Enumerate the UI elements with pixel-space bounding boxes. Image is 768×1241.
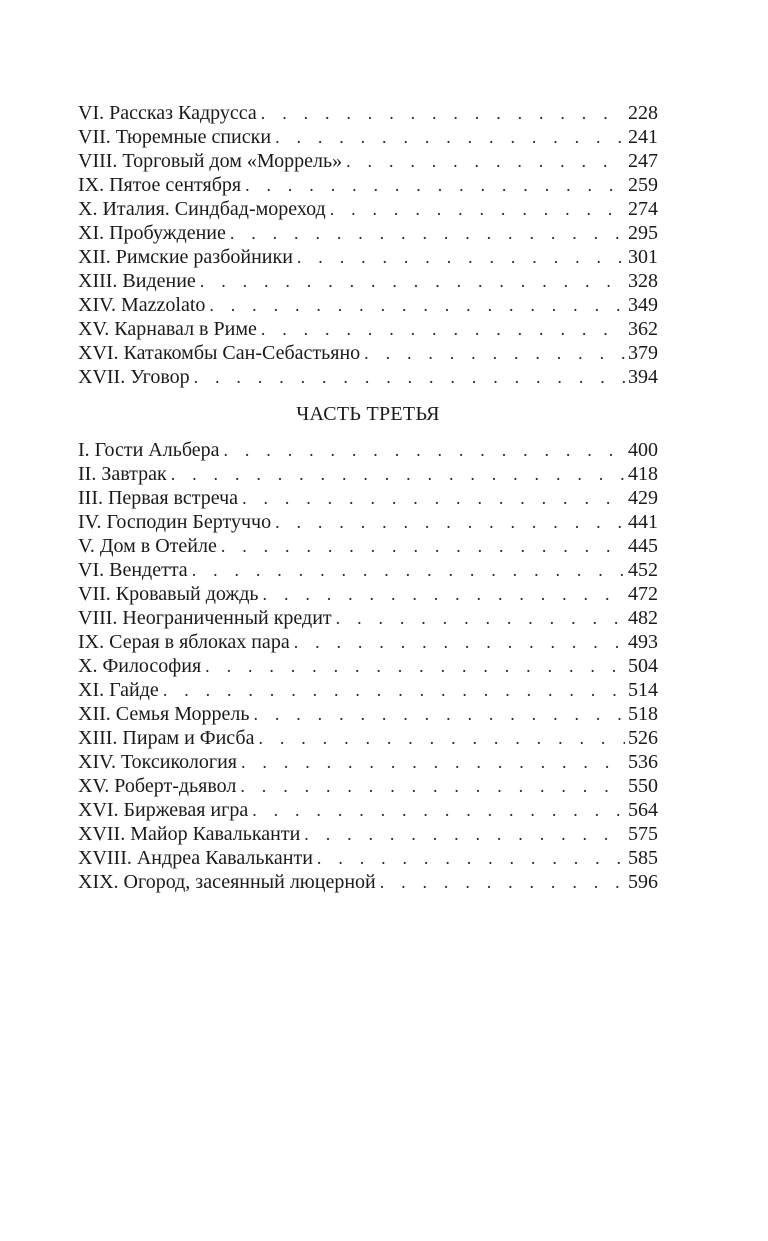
page-number: 301 xyxy=(628,246,658,268)
dot-leader xyxy=(330,197,625,221)
dot-leader xyxy=(263,582,625,606)
page-number: 362 xyxy=(628,318,658,340)
page-number: 472 xyxy=(628,583,658,605)
toc-entry xyxy=(78,726,658,750)
page-number: 328 xyxy=(628,270,658,292)
page-number: 575 xyxy=(628,823,658,845)
dot-leader xyxy=(252,798,625,822)
dot-leader xyxy=(261,101,625,125)
dot-leader xyxy=(209,293,625,317)
dot-leader xyxy=(221,534,625,558)
toc-entry xyxy=(78,101,658,125)
page-number: 518 xyxy=(628,703,658,725)
dot-leader xyxy=(253,702,625,726)
chapter-title: XI. Гайде xyxy=(78,679,159,701)
dot-leader xyxy=(294,630,625,654)
dot-leader xyxy=(242,486,625,510)
chapter-title: XV. Роберт-дьявол xyxy=(78,775,237,797)
dot-leader xyxy=(275,125,625,149)
toc-entry xyxy=(78,558,658,582)
chapter-title: VI. Рассказ Кадрусса xyxy=(78,102,257,124)
page-number: 247 xyxy=(628,150,658,172)
chapter-title: XVII. Уговор xyxy=(78,366,190,388)
page-number: 228 xyxy=(628,102,658,124)
toc-entry xyxy=(78,486,658,510)
page-number: 349 xyxy=(628,294,658,316)
page-number: 493 xyxy=(628,631,658,653)
dot-leader xyxy=(336,606,625,630)
chapter-title: V. Дом в Отейле xyxy=(78,535,217,557)
chapter-title: XIII. Пирам и Фисба xyxy=(78,727,255,749)
table-of-contents xyxy=(78,101,658,894)
toc-entry xyxy=(78,197,658,221)
dot-leader xyxy=(224,438,626,462)
toc-entry xyxy=(78,510,658,534)
part-three-heading: ЧАСТЬ ТРЕТЬЯ xyxy=(296,403,440,425)
chapter-title: III. Первая встреча xyxy=(78,487,239,509)
chapter-title: XVIII. Андреа Кавальканти xyxy=(78,847,313,869)
chapter-title: X. Италия. Синдбад-мореход xyxy=(78,198,326,220)
toc-entry xyxy=(78,702,658,726)
toc-entry xyxy=(78,341,658,365)
toc-entry xyxy=(78,630,658,654)
toc-entry xyxy=(78,606,658,630)
toc-entry xyxy=(78,462,658,486)
toc-entry xyxy=(78,678,658,702)
dot-leader xyxy=(194,365,625,389)
chapter-title: VII. Кровавый дождь xyxy=(78,583,259,605)
chapter-title: VIII. Торговый дом «Моррель» xyxy=(78,150,343,172)
dot-leader xyxy=(304,822,625,846)
dot-leader xyxy=(346,149,625,173)
page-number: 259 xyxy=(628,174,658,196)
toc-entry xyxy=(78,822,658,846)
chapter-title: I. Гости Альбера xyxy=(78,439,220,461)
toc-entry xyxy=(78,221,658,245)
toc-entry xyxy=(78,774,658,798)
dot-leader xyxy=(317,846,625,870)
toc-entry xyxy=(78,173,658,197)
chapter-title: XIII. Видение xyxy=(78,270,196,292)
page-number: 295 xyxy=(628,222,658,244)
chapter-title: XIX. Огород, засеянный люцерной xyxy=(78,871,376,893)
dot-leader xyxy=(380,870,625,894)
toc-entry xyxy=(78,317,658,341)
dot-leader xyxy=(240,774,625,798)
dot-leader xyxy=(261,317,625,341)
page-number: 550 xyxy=(628,775,658,797)
dot-leader xyxy=(245,173,625,197)
dot-leader xyxy=(192,558,625,582)
dot-leader xyxy=(364,341,625,365)
toc-entry xyxy=(78,846,658,870)
toc-entry xyxy=(78,654,658,678)
page-number: 504 xyxy=(628,655,658,677)
page-number: 452 xyxy=(628,559,658,581)
page-number: 400 xyxy=(628,439,658,461)
page-number: 585 xyxy=(628,847,658,869)
page-number: 379 xyxy=(628,342,658,364)
toc-entry xyxy=(78,582,658,606)
page-number: 596 xyxy=(628,871,658,893)
page-number: 536 xyxy=(628,751,658,773)
page-number: 514 xyxy=(628,679,658,701)
chapter-title: XVI. Биржевая игра xyxy=(78,799,249,821)
toc-entry xyxy=(78,798,658,822)
chapter-title: XI. Пробуждение xyxy=(78,222,226,244)
page-number: 482 xyxy=(628,607,658,629)
toc-entry xyxy=(78,365,658,389)
dot-leader xyxy=(258,726,625,750)
dot-leader xyxy=(171,462,625,486)
dot-leader xyxy=(205,654,625,678)
dot-leader xyxy=(241,750,625,774)
toc-entry xyxy=(78,245,658,269)
toc-entry xyxy=(78,870,658,894)
dot-leader xyxy=(163,678,625,702)
chapter-title: X. Философия xyxy=(78,655,202,677)
page-number: 429 xyxy=(628,487,658,509)
toc-entry xyxy=(78,125,658,149)
dot-leader xyxy=(200,269,625,293)
chapter-title: XV. Карнавал в Риме xyxy=(78,318,257,340)
chapter-title: XVI. Катакомбы Сан-Себастьяно xyxy=(78,342,361,364)
toc-entry xyxy=(78,269,658,293)
chapter-title: XIV. Mazzolato xyxy=(78,294,206,316)
toc-entry xyxy=(78,750,658,774)
chapter-title: XII. Семья Моррель xyxy=(78,703,250,725)
toc-entry xyxy=(78,438,658,462)
page-number: 526 xyxy=(628,727,658,749)
chapter-title: VIII. Неограниченный кредит xyxy=(78,607,332,629)
part-three-list xyxy=(78,438,658,894)
dot-leader xyxy=(230,221,625,245)
chapter-title: VII. Тюремные списки xyxy=(78,126,272,148)
chapter-title: IV. Господин Бертуччо xyxy=(78,511,272,533)
page-number: 241 xyxy=(628,126,658,148)
dot-leader xyxy=(297,245,625,269)
page-number: 394 xyxy=(628,366,658,388)
toc-entry xyxy=(78,293,658,317)
dot-leader xyxy=(275,510,625,534)
chapter-title: VI. Вендетта xyxy=(78,559,188,581)
toc-entry xyxy=(78,149,658,173)
chapter-title: II. Завтрак xyxy=(78,463,167,485)
toc-entry xyxy=(78,534,658,558)
chapter-title: IX. Серая в яблоках пара xyxy=(78,631,290,653)
page-number: 441 xyxy=(628,511,658,533)
part-two-list xyxy=(78,101,658,389)
chapter-title: XVII. Майор Кавальканти xyxy=(78,823,301,845)
page-number: 274 xyxy=(628,198,658,220)
page-number: 418 xyxy=(628,463,658,485)
chapter-title: XIV. Токсикология xyxy=(78,751,238,773)
page-number: 445 xyxy=(628,535,658,557)
page-number: 564 xyxy=(628,799,658,821)
chapter-title: XII. Римские разбойники xyxy=(78,246,293,268)
chapter-title: IX. Пятое сентября xyxy=(78,174,242,196)
